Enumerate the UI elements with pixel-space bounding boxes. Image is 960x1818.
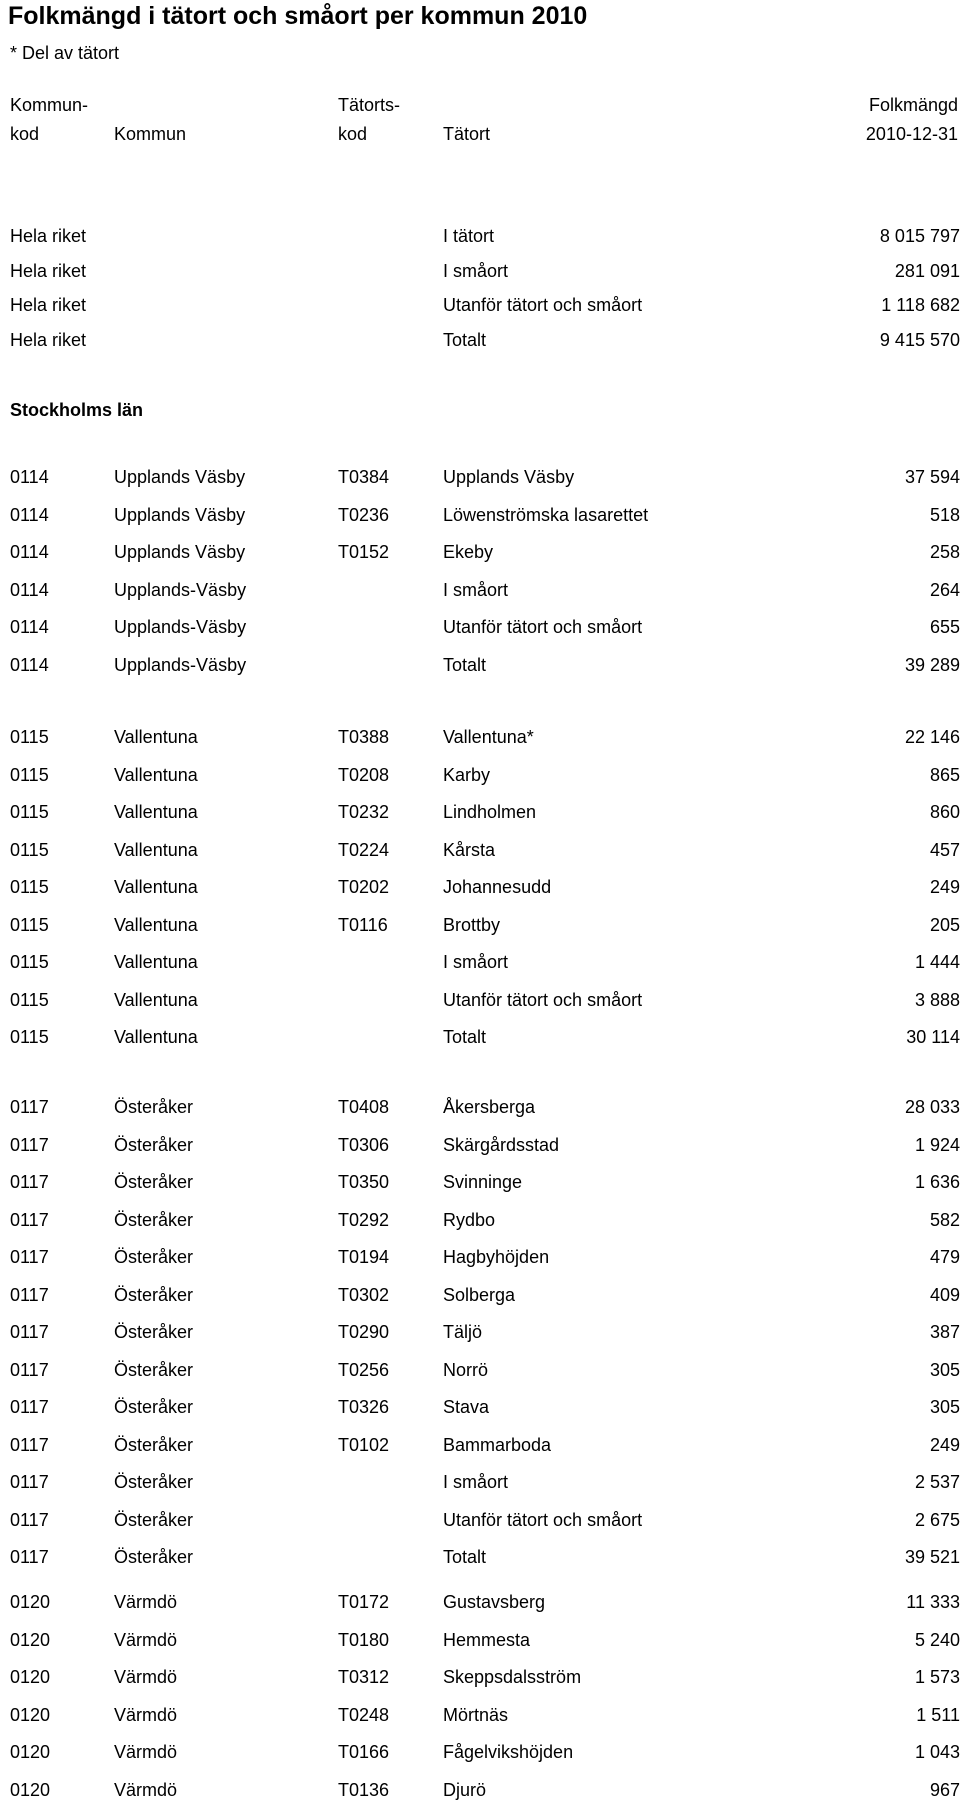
kommun-code: 0115 xyxy=(10,1027,49,1047)
tatort-name: Solberga xyxy=(443,1285,516,1305)
table-row xyxy=(0,290,960,320)
kommun-name: Värmdö xyxy=(114,1742,178,1762)
tatort-name: Lindholmen xyxy=(443,802,537,822)
population-value: 1 043 xyxy=(914,1742,960,1762)
kommun-code: 0115 xyxy=(10,727,49,747)
kommun-name: Vallentuna xyxy=(114,877,198,897)
table-row xyxy=(0,1505,960,1535)
population-value: 249 xyxy=(929,1435,960,1455)
kommun-name: Hela riket xyxy=(10,330,87,350)
tatort-name: Ekeby xyxy=(443,542,494,562)
kommun-name: Hela riket xyxy=(10,295,87,315)
table-row xyxy=(0,1242,960,1272)
tatort-name: Utanför tätort och småort xyxy=(443,617,643,637)
kommun-code: 0115 xyxy=(10,952,49,972)
kommun-code: 0115 xyxy=(10,802,49,822)
header-kommunkod-line2: kod xyxy=(10,124,40,144)
population-value: 582 xyxy=(929,1210,960,1230)
population-value: 11 333 xyxy=(906,1592,960,1612)
kommun-name: Upplands Väsby xyxy=(114,505,246,525)
table-row xyxy=(0,835,960,865)
population-value: 205 xyxy=(929,915,960,935)
tatort-name: Utanför tätort och småort xyxy=(443,990,643,1010)
population-value: 1 118 682 xyxy=(881,295,960,315)
kommun-name: Vallentuna xyxy=(114,1027,198,1047)
kommun-code: 0115 xyxy=(10,990,49,1010)
kommun-code: 0120 xyxy=(10,1742,51,1762)
kommun-code: 0117 xyxy=(10,1435,49,1455)
tatort-name: I småort xyxy=(443,1472,509,1492)
kommun-code: 0117 xyxy=(10,1397,49,1417)
population-value: 865 xyxy=(929,765,960,785)
population-value: 1 924 xyxy=(914,1135,960,1155)
kommun-name: Vallentuna xyxy=(114,840,198,860)
kommun-code: 0120 xyxy=(10,1780,51,1800)
kommun-code: 0117 xyxy=(10,1285,49,1305)
lan-heading: Stockholms län xyxy=(10,400,144,420)
table-row xyxy=(0,1662,960,1692)
kommun-name: Vallentuna xyxy=(114,915,198,935)
kommun-code: 0117 xyxy=(10,1360,49,1380)
tatort-name: Utanför tätort och småort xyxy=(443,1510,643,1530)
kommun-name: Österåker xyxy=(114,1435,194,1455)
tatort-name: Djurö xyxy=(443,1780,487,1800)
population-value: 1 636 xyxy=(914,1172,960,1192)
population-value: 9 415 570 xyxy=(879,330,960,350)
header-folkmangd-line2: 2010-12-31 xyxy=(865,124,958,144)
population-value: 967 xyxy=(929,1780,960,1800)
tatort-code: T0194 xyxy=(338,1247,390,1267)
kommun-code: 0115 xyxy=(10,840,49,860)
tatort-code: T0180 xyxy=(338,1630,390,1650)
table-row xyxy=(0,575,960,605)
header-tatortskod-line2: kod xyxy=(338,124,368,144)
tatort-code: T0302 xyxy=(338,1285,390,1305)
tatort-code: T0306 xyxy=(338,1135,390,1155)
table-row xyxy=(0,1280,960,1310)
kommun-code: 0120 xyxy=(10,1667,51,1687)
kommun-name: Österåker xyxy=(114,1472,194,1492)
header-kommunkod-line1: Kommun- xyxy=(10,95,89,115)
population-value: 409 xyxy=(929,1285,960,1305)
tatort-name: Kårsta xyxy=(443,840,496,860)
table-row xyxy=(0,797,960,827)
kommun-name: Upplands-Väsby xyxy=(114,617,247,637)
tatort-name: Mörtnäs xyxy=(443,1705,509,1725)
tatort-name: Upplands Väsby xyxy=(443,467,575,487)
table-row xyxy=(0,1737,960,1767)
table-row xyxy=(0,1205,960,1235)
population-value: 39 289 xyxy=(904,655,960,675)
kommun-name: Vallentuna xyxy=(114,802,198,822)
tatort-code: T0256 xyxy=(338,1360,390,1380)
kommun-name: Österåker xyxy=(114,1510,194,1530)
tatort-code: T0166 xyxy=(338,1742,390,1762)
kommun-name: Hela riket xyxy=(10,261,87,281)
kommun-code: 0120 xyxy=(10,1630,51,1650)
kommun-name: Upplands-Väsby xyxy=(114,655,247,675)
tatort-name: I småort xyxy=(443,580,509,600)
table-row xyxy=(0,1430,960,1460)
table-row xyxy=(0,947,960,977)
kommun-name: Upplands Väsby xyxy=(114,542,246,562)
population-value: 2 675 xyxy=(914,1510,960,1530)
tatort-code: T0208 xyxy=(338,765,390,785)
tatort-name: Totalt xyxy=(443,330,487,350)
population-value: 249 xyxy=(929,877,960,897)
tatort-name: Löwenströmska lasarettet xyxy=(443,505,649,525)
kommun-name: Värmdö xyxy=(114,1780,178,1800)
kommun-name: Österåker xyxy=(114,1135,194,1155)
kommun-code: 0117 xyxy=(10,1472,49,1492)
tatort-code: T0248 xyxy=(338,1705,390,1725)
population-value: 281 091 xyxy=(894,261,960,281)
kommun-name: Hela riket xyxy=(10,226,87,246)
population-value: 518 xyxy=(929,505,960,525)
tatort-name: Skeppsdalsström xyxy=(443,1667,582,1687)
tatort-name: Skärgårdsstad xyxy=(443,1135,560,1155)
tatort-name: Bammarboda xyxy=(443,1435,552,1455)
kommun-code: 0120 xyxy=(10,1705,51,1725)
table-row xyxy=(0,1092,960,1122)
kommun-code: 0114 xyxy=(10,542,49,562)
population-value: 8 015 797 xyxy=(879,226,960,246)
tatort-code: T0326 xyxy=(338,1397,390,1417)
tatort-name: Totalt xyxy=(443,655,487,675)
tatort-name: Totalt xyxy=(443,1027,487,1047)
tatort-code: T0408 xyxy=(338,1097,390,1117)
table-row xyxy=(0,1130,960,1160)
kommun-code: 0114 xyxy=(10,467,49,487)
population-value: 264 xyxy=(929,580,960,600)
kommun-code: 0115 xyxy=(10,915,49,935)
tatort-code: T0102 xyxy=(338,1435,390,1455)
header-folkmangd-line1: Folkmängd xyxy=(868,95,958,115)
tatort-code: T0172 xyxy=(338,1592,390,1612)
tatort-name: Gustavsberg xyxy=(443,1592,546,1612)
kommun-name: Vallentuna xyxy=(114,990,198,1010)
tatort-code: T0236 xyxy=(338,505,390,525)
table-row xyxy=(0,1625,960,1655)
table-row xyxy=(0,650,960,680)
kommun-code: 0114 xyxy=(10,580,49,600)
kommun-name: Österåker xyxy=(114,1547,194,1567)
tatort-code: T0136 xyxy=(338,1780,390,1800)
tatort-name: Norrö xyxy=(443,1360,489,1380)
table-row xyxy=(0,1587,960,1617)
table-row xyxy=(0,500,960,530)
kommun-code: 0115 xyxy=(10,877,49,897)
population-value: 655 xyxy=(929,617,960,637)
kommun-code: 0117 xyxy=(10,1172,49,1192)
population-value: 387 xyxy=(929,1322,960,1342)
tatort-name: I småort xyxy=(443,261,509,281)
table-row xyxy=(0,760,960,790)
table-row xyxy=(0,221,960,251)
tatort-name: Totalt xyxy=(443,1547,487,1567)
tatort-name: Svinninge xyxy=(443,1172,523,1192)
tatort-name: I småort xyxy=(443,952,509,972)
table-row xyxy=(0,1467,960,1497)
tatort-name: I tätort xyxy=(443,226,495,246)
tatort-code: T0384 xyxy=(338,467,390,487)
population-value: 22 146 xyxy=(904,727,960,747)
tatort-code: T0350 xyxy=(338,1172,390,1192)
population-value: 860 xyxy=(929,802,960,822)
tatort-name: Fågelvikshöjden xyxy=(443,1742,574,1762)
population-value: 305 xyxy=(929,1360,960,1380)
table-row xyxy=(0,985,960,1015)
kommun-name: Värmdö xyxy=(114,1592,178,1612)
table-row xyxy=(0,1355,960,1385)
tatort-code: T0224 xyxy=(338,840,390,860)
table-row xyxy=(0,462,960,492)
kommun-name: Österåker xyxy=(114,1397,194,1417)
tatort-name: Hemmesta xyxy=(443,1630,531,1650)
kommun-code: 0117 xyxy=(10,1547,49,1567)
population-value: 37 594 xyxy=(904,467,960,487)
tatort-name: Brottby xyxy=(443,915,501,935)
kommun-name: Österåker xyxy=(114,1097,194,1117)
kommun-name: Upplands Väsby xyxy=(114,467,246,487)
kommun-name: Österåker xyxy=(114,1247,194,1267)
tatort-code: T0116 xyxy=(338,915,388,935)
table-row xyxy=(0,537,960,567)
kommun-code: 0117 xyxy=(10,1210,49,1230)
tatort-code: T0292 xyxy=(338,1210,390,1230)
kommun-code: 0120 xyxy=(10,1592,51,1612)
population-value: 5 240 xyxy=(914,1630,960,1650)
tatort-name: Karby xyxy=(443,765,491,785)
population-value: 28 033 xyxy=(904,1097,960,1117)
tatort-name: Åkersberga xyxy=(443,1097,536,1117)
table-row xyxy=(0,256,960,286)
table-row xyxy=(0,1542,960,1572)
table-row xyxy=(0,1700,960,1730)
kommun-name: Österåker xyxy=(114,1285,194,1305)
page-title: Folkmängd i tätort och småort per kommun 2010 xyxy=(8,2,588,30)
table-row xyxy=(0,1317,960,1347)
tatort-name: Utanför tätort och småort xyxy=(443,295,643,315)
tatort-name: Rydbo xyxy=(443,1210,496,1230)
table-row xyxy=(0,612,960,642)
table-row xyxy=(0,1392,960,1422)
kommun-code: 0114 xyxy=(10,617,49,637)
header-tatortskod-line1: Tätorts- xyxy=(338,95,401,115)
population-value: 305 xyxy=(929,1397,960,1417)
kommun-code: 0115 xyxy=(10,765,49,785)
tatort-code: T0152 xyxy=(338,542,390,562)
kommun-name: Vallentuna xyxy=(114,765,198,785)
kommun-name: Värmdö xyxy=(114,1630,178,1650)
kommun-code: 0117 xyxy=(10,1097,49,1117)
kommun-name: Vallentuna xyxy=(114,952,198,972)
tatort-code: T0312 xyxy=(338,1667,390,1687)
kommun-code: 0117 xyxy=(10,1135,49,1155)
population-value: 1 511 xyxy=(916,1705,960,1725)
header-kommun: Kommun xyxy=(114,124,187,144)
kommun-code: 0117 xyxy=(10,1510,49,1530)
tatort-name: Täljö xyxy=(443,1322,483,1342)
population-value: 1 444 xyxy=(914,952,960,972)
population-value: 479 xyxy=(929,1247,960,1267)
kommun-code: 0117 xyxy=(10,1247,49,1267)
footnote-partial-tatort: * Del av tätort xyxy=(10,43,120,63)
table-row xyxy=(0,325,960,355)
kommun-name: Vallentuna xyxy=(114,727,198,747)
tatort-code: T0290 xyxy=(338,1322,390,1342)
kommun-name: Värmdö xyxy=(114,1667,178,1687)
population-value: 1 573 xyxy=(914,1667,960,1687)
kommun-name: Upplands-Väsby xyxy=(114,580,247,600)
tatort-name: Hagbyhöjden xyxy=(443,1247,550,1267)
kommun-name: Värmdö xyxy=(114,1705,178,1725)
tatort-name: Stava xyxy=(443,1397,490,1417)
kommun-code: 0114 xyxy=(10,505,49,525)
kommun-name: Österåker xyxy=(114,1322,194,1342)
tatort-code: T0202 xyxy=(338,877,390,897)
population-value: 3 888 xyxy=(914,990,960,1010)
kommun-name: Österåker xyxy=(114,1360,194,1380)
population-value: 457 xyxy=(929,840,960,860)
kommun-name: Österåker xyxy=(114,1172,194,1192)
tatort-code: T0232 xyxy=(338,802,390,822)
table-row xyxy=(0,1775,960,1805)
population-value: 258 xyxy=(929,542,960,562)
table-row xyxy=(0,872,960,902)
tatort-name: Johannesudd xyxy=(443,877,552,897)
table-row xyxy=(0,1022,960,1052)
table-row xyxy=(0,722,960,752)
kommun-code: 0117 xyxy=(10,1322,49,1342)
population-value: 30 114 xyxy=(906,1027,960,1047)
population-value: 2 537 xyxy=(914,1472,960,1492)
table-row xyxy=(0,910,960,940)
kommun-code: 0114 xyxy=(10,655,49,675)
tatort-code: T0388 xyxy=(338,727,390,747)
header-tatort: Tätort xyxy=(443,124,491,144)
table-row xyxy=(0,1167,960,1197)
kommun-name: Österåker xyxy=(114,1210,194,1230)
tatort-name: Vallentuna* xyxy=(443,727,534,747)
population-value: 39 521 xyxy=(904,1547,960,1567)
